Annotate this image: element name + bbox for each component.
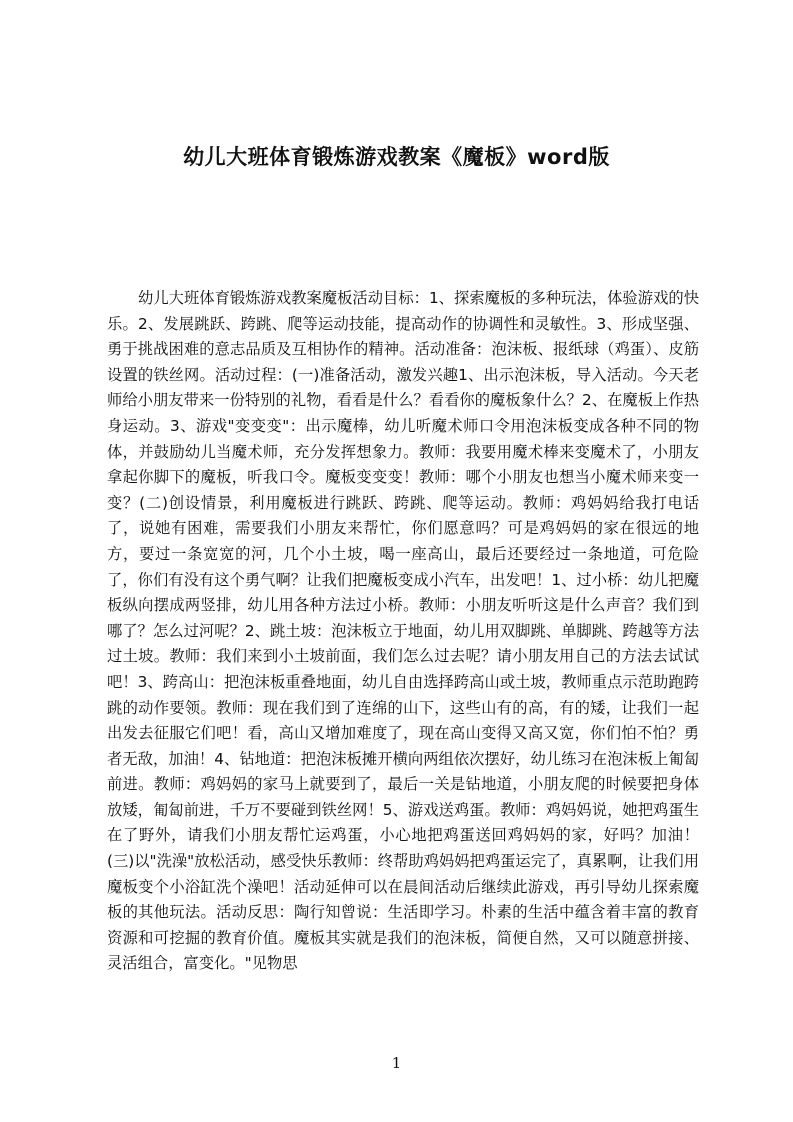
document-title: 幼儿大班体育锻炼游戏教案《魔板》word版 bbox=[183, 145, 610, 169]
page-number: 1 bbox=[391, 1054, 402, 1072]
document-body-paragraph: 幼儿大班体育锻炼游戏教案魔板活动目标：1、探索魔板的多种玩法，体验游戏的快乐。2、发展跳跃、跨跳、爬等运动技能，提高动作的协调性和灵敏性。3、形成坚强、勇于挑战困难的意志品质及互相协作的精神。活动准备：泡沫板、报纸球（鸡蛋）、皮筋设置的铁丝网。活动过程：(一)准备活动，激发兴趣1、出示泡沫板，导入活动。今天老师给小朋友带来一份特别的礼物，看看是什么？看看你的魔板象什么？2、在魔板上作热身运动。3、游戏"变变变"：出示魔棒，幼儿听魔术师口令用泡沫板变成各种不同的物体，并鼓励幼儿当魔术师，充分发挥想象力。教师：我要用魔术棒来变魔术了，小朋友拿起你脚下的魔板，听我口令。魔板变变变！教师：哪个小朋友也想当小魔术师来变一变？(二)创设情景，利用魔板进行跳跃、跨跳、爬等运动。教师：鸡妈妈给我打电话了，说她有困难，需要我们小朋友来帮忙，你们愿意吗？可是鸡妈妈的家在很远的地方，要过一条宽宽的河，几个小土坡，喝一座高山，最后还要经过一条地道，可危险了，你们有没有这个勇气啊？让我们把魔板变成小汽车，出发吧！1、过小桥：幼儿把魔板纵向摆成两竖排，幼儿用各种方法过小桥。教师：小朋友听听这是什么声音？我们到哪了？怎么过河呢？2、跳土坡：泡沫板立于地面，幼儿用双脚跳、单脚跳、跨越等方法过土坡。教师：我们来到小土坡前面，我们怎么过去呢？请小朋友用自己的方法去试试吧！3、跨高山：把泡沫板重叠地面，幼儿自由选择跨高山或土坡，教师重点示范助跑跨跳的动作要领。教师：现在我们到了连绵的山下，这些山有的高，有的矮，让我们一起出发去征服它们吧！看，高山又增加难度了，现在高山变得又高又宽，你们怕不怕？勇者无敌，加油！4、钻地道：把泡沫板摊开横向两组依次摆好，幼儿练习在泡沫板上匍匐前进。教师：鸡妈妈的家马上就要到了，最后一关是钻地道，小朋友爬的时候要把身体放矮，匍匐前进，千万不要碰到铁丝网！5、游戏送鸡蛋。教师：鸡妈妈说，她把鸡蛋生在了野外，请我们小朋友帮忙运鸡蛋，小心地把鸡蛋送回鸡妈妈的家，好吗？加油！(三)以"洗澡"放松活动，感受快乐教师：终帮助鸡妈妈把鸡蛋运完了，真累啊，让我们用魔板变个小浴缸洗个澡吧！活动延伸可以在晨间活动后继续此游戏，再引导幼儿探索魔板的其他玩法。活动反思：陶行知曾说：生活即学习。朴素的生活中蕴含着丰富的教育资源和可挖掘的教育价值。魔板其实就是我们的泡沫板，简便自然，又可以随意拼接、灵活组合，富变化。"见物思 bbox=[107, 289, 699, 973]
